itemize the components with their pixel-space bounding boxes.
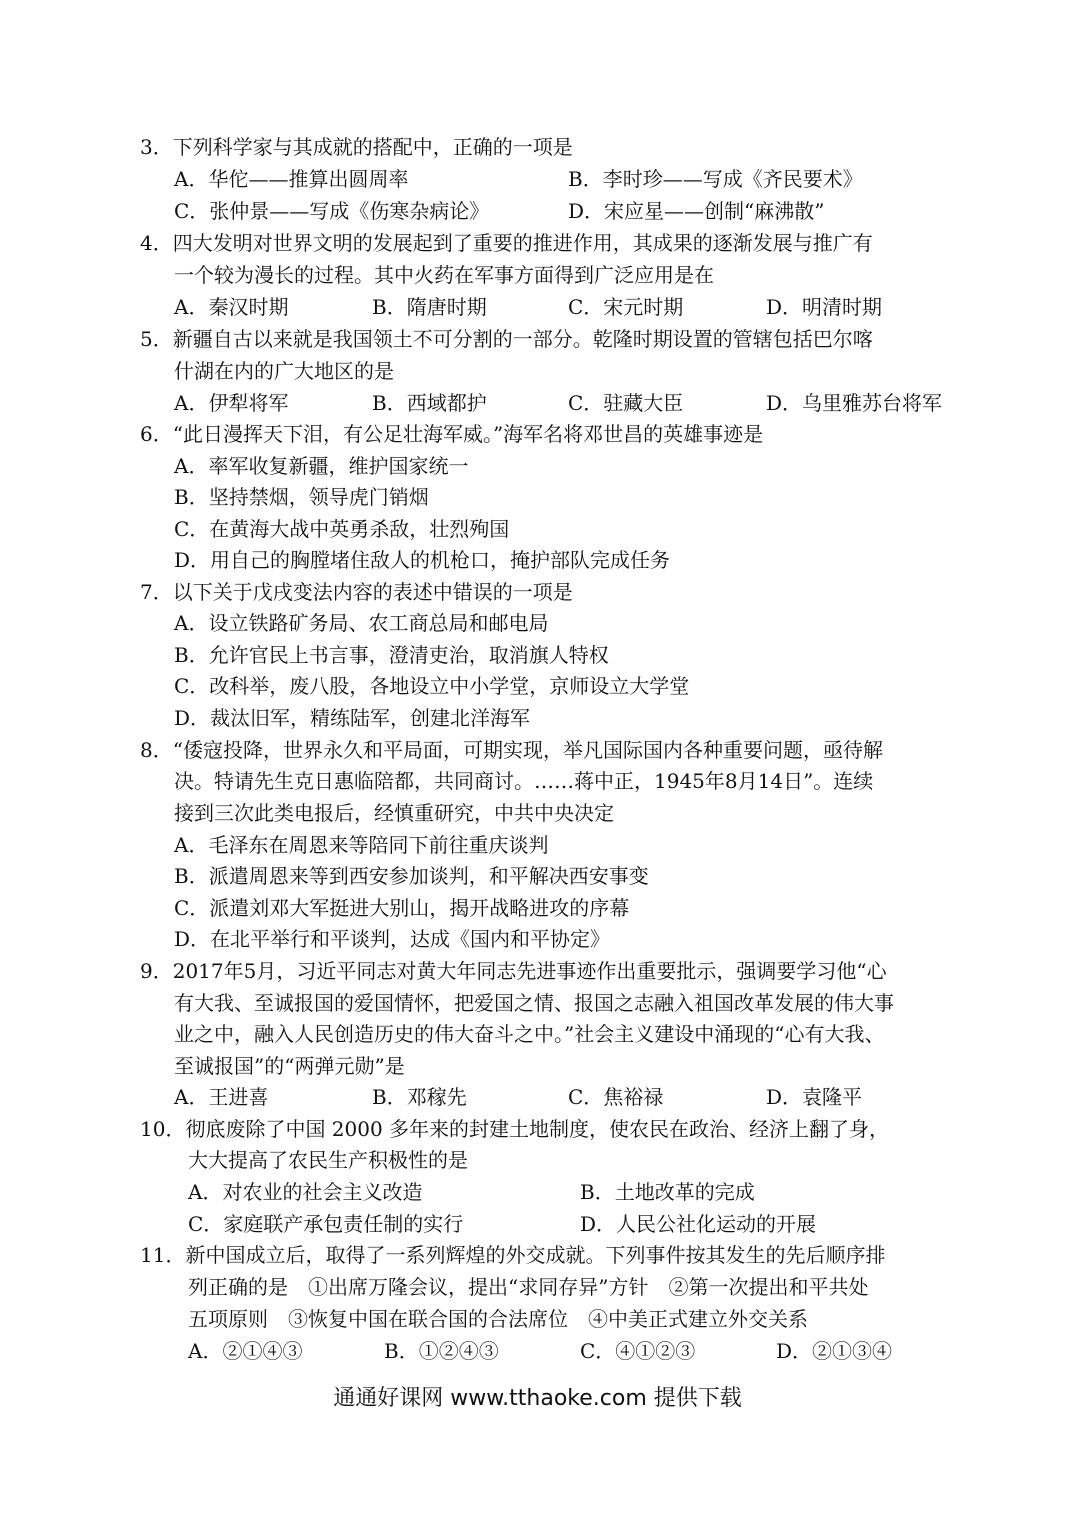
question-7-option-c: C．改科举，废八股，各地设立中小学堂，京师设立大学堂 bbox=[174, 674, 690, 698]
question-7-option-d: D．裁汰旧军，精练陆军，创建北洋海军 bbox=[174, 706, 531, 730]
question-6-stem: 6．“此日漫挥天下泪，有公足壮海军威。”海军名将邓世昌的英雄事迹是 bbox=[140, 422, 764, 446]
question-9-option-c: C．焦裕禄 bbox=[568, 1085, 664, 1109]
question-5-stem-continued: 什湖在内的广大地区的是 bbox=[174, 359, 394, 383]
question-11-option-c: C．④①②③ bbox=[580, 1339, 696, 1363]
question-3-option-d: D．宋应星——创制“麻沸散” bbox=[568, 199, 825, 223]
question-5-option-a: A．伊犁将军 bbox=[174, 391, 289, 415]
question-5-option-c: C．驻藏大臣 bbox=[568, 391, 684, 415]
question-4-option-a: A．秦汉时期 bbox=[174, 295, 289, 319]
question-9-option-b: B．邓稼先 bbox=[372, 1085, 467, 1109]
question-4-option-b: B．隋唐时期 bbox=[372, 295, 487, 319]
question-11-option-a: A．②①④③ bbox=[188, 1339, 303, 1363]
question-10-option-b: B．土地改革的完成 bbox=[580, 1180, 755, 1204]
question-10-option-a: A．对农业的社会主义改造 bbox=[188, 1180, 423, 1204]
question-3-option-b: B．李时珍——写成《齐民要术》 bbox=[568, 167, 863, 191]
question-10-stem-continued: 大大提高了农民生产积极性的是 bbox=[188, 1148, 468, 1172]
question-8-option-a: A．毛泽东在周恩来等陪同下前往重庆谈判 bbox=[174, 833, 549, 857]
question-8-option-c: C．派遣刘邓大军挺进大别山，揭开战略进攻的序幕 bbox=[174, 896, 630, 920]
question-5-option-d: D．乌里雅苏台将军 bbox=[766, 391, 943, 415]
question-5-stem: 5．新疆自古以来就是我国领土不可分割的一部分。乾隆时期设置的管辖包括巴尔喀 bbox=[140, 327, 873, 351]
question-10-option-d: D．人民公社化运动的开展 bbox=[580, 1212, 817, 1236]
question-4-option-c: C．宋元时期 bbox=[568, 295, 684, 319]
question-8-stem-continued-2: 接到三次此类电报后，经慎重研究，中共中央决定 bbox=[174, 801, 614, 825]
question-4-option-d: D．明清时期 bbox=[766, 295, 883, 319]
question-4-stem-continued: 一个较为漫长的过程。其中火药在军事方面得到广泛应用是在 bbox=[174, 263, 714, 287]
question-7-option-a: A．设立铁路矿务局、农工商总局和邮电局 bbox=[174, 611, 549, 635]
question-7-option-b: B．允许官民上书言事，澄清吏治，取消旗人特权 bbox=[174, 643, 609, 667]
question-5-option-b: B．西域都护 bbox=[372, 391, 487, 415]
question-11-stem-continued-1: 列正确的是 ①出席万隆会议，提出“求同存异”方针 ②第一次提出和平共处 bbox=[188, 1275, 869, 1299]
question-11-stem: 11．新中国成立后，取得了一系列辉煌的外交成就。下列事件按其发生的先后顺序排 bbox=[140, 1243, 886, 1267]
question-4-stem: 4．四大发明对世界文明的发展起到了重要的推进作用，其成果的逐渐发展与推广有 bbox=[140, 231, 873, 255]
question-11-option-b: B．①②④③ bbox=[384, 1339, 499, 1363]
question-9-stem-continued-1: 有大我、至诚报国的爱国情怀，把爱国之情、报国之志融入祖国改革发展的伟大事 bbox=[174, 991, 894, 1015]
question-8-option-d: D．在北平举行和平谈判，达成《国内和平协定》 bbox=[174, 927, 611, 951]
question-8-option-b: B．派遣周恩来等到西安参加谈判，和平解决西安事变 bbox=[174, 864, 649, 888]
question-9-option-d: D．袁隆平 bbox=[766, 1085, 863, 1109]
question-9-stem-continued-2: 业之中，融入人民创造历史的伟大奋斗之中。”社会主义建设中涌现的“心有大我、 bbox=[174, 1022, 885, 1046]
question-3-option-a: A．华佗——推算出圆周率 bbox=[174, 167, 409, 191]
question-6-option-b: B．坚持禁烟，领导虎门销烟 bbox=[174, 485, 429, 509]
question-10-option-c: C．家庭联产承包责任制的实行 bbox=[188, 1212, 464, 1236]
question-9-stem-continued-3: 至诚报国”的“两弹元勋”是 bbox=[174, 1054, 405, 1078]
question-7-stem: 7．以下关于戊戌变法内容的表述中错误的一项是 bbox=[140, 580, 573, 604]
question-6-option-a: A．率军收复新疆，维护国家统一 bbox=[174, 454, 469, 478]
question-11-option-d: D．②①③④ bbox=[776, 1339, 893, 1363]
question-10-stem: 10．彻底废除了中国 2000 多年来的封建土地制度，使农民在政治、经济上翻了身， bbox=[140, 1117, 890, 1141]
question-9-option-a: A．王进喜 bbox=[174, 1085, 269, 1109]
download-footer: 通通好课网 www.tthaoke.com 提供下载 bbox=[333, 1386, 742, 1411]
question-8-stem-continued-1: 决。特请先生克日惠临陪都，共同商讨。……蒋中正，1945年8月14日”。连续 bbox=[174, 769, 874, 793]
question-3-option-c: C．张仲景——写成《伤寒杂病论》 bbox=[174, 199, 490, 223]
question-9-stem: 9．2017年5月，习近平同志对黄大年同志先进事迹作出重要批示，强调要学习他“心 bbox=[140, 959, 887, 983]
question-8-stem: 8．“倭寇投降，世界永久和平局面，可期实现，举凡国际国内各种重要问题，亟待解 bbox=[140, 738, 883, 762]
question-11-stem-continued-2: 五项原则 ③恢复中国在联合国的合法席位 ④中美正式建立外交关系 bbox=[188, 1307, 808, 1331]
question-6-option-d: D．用自己的胸膛堵住敌人的机枪口，掩护部队完成任务 bbox=[174, 548, 671, 572]
question-3-stem: 3．下列科学家与其成就的搭配中，正确的一项是 bbox=[140, 135, 573, 159]
question-6-option-c: C．在黄海大战中英勇杀敌，壮烈殉国 bbox=[174, 517, 510, 541]
